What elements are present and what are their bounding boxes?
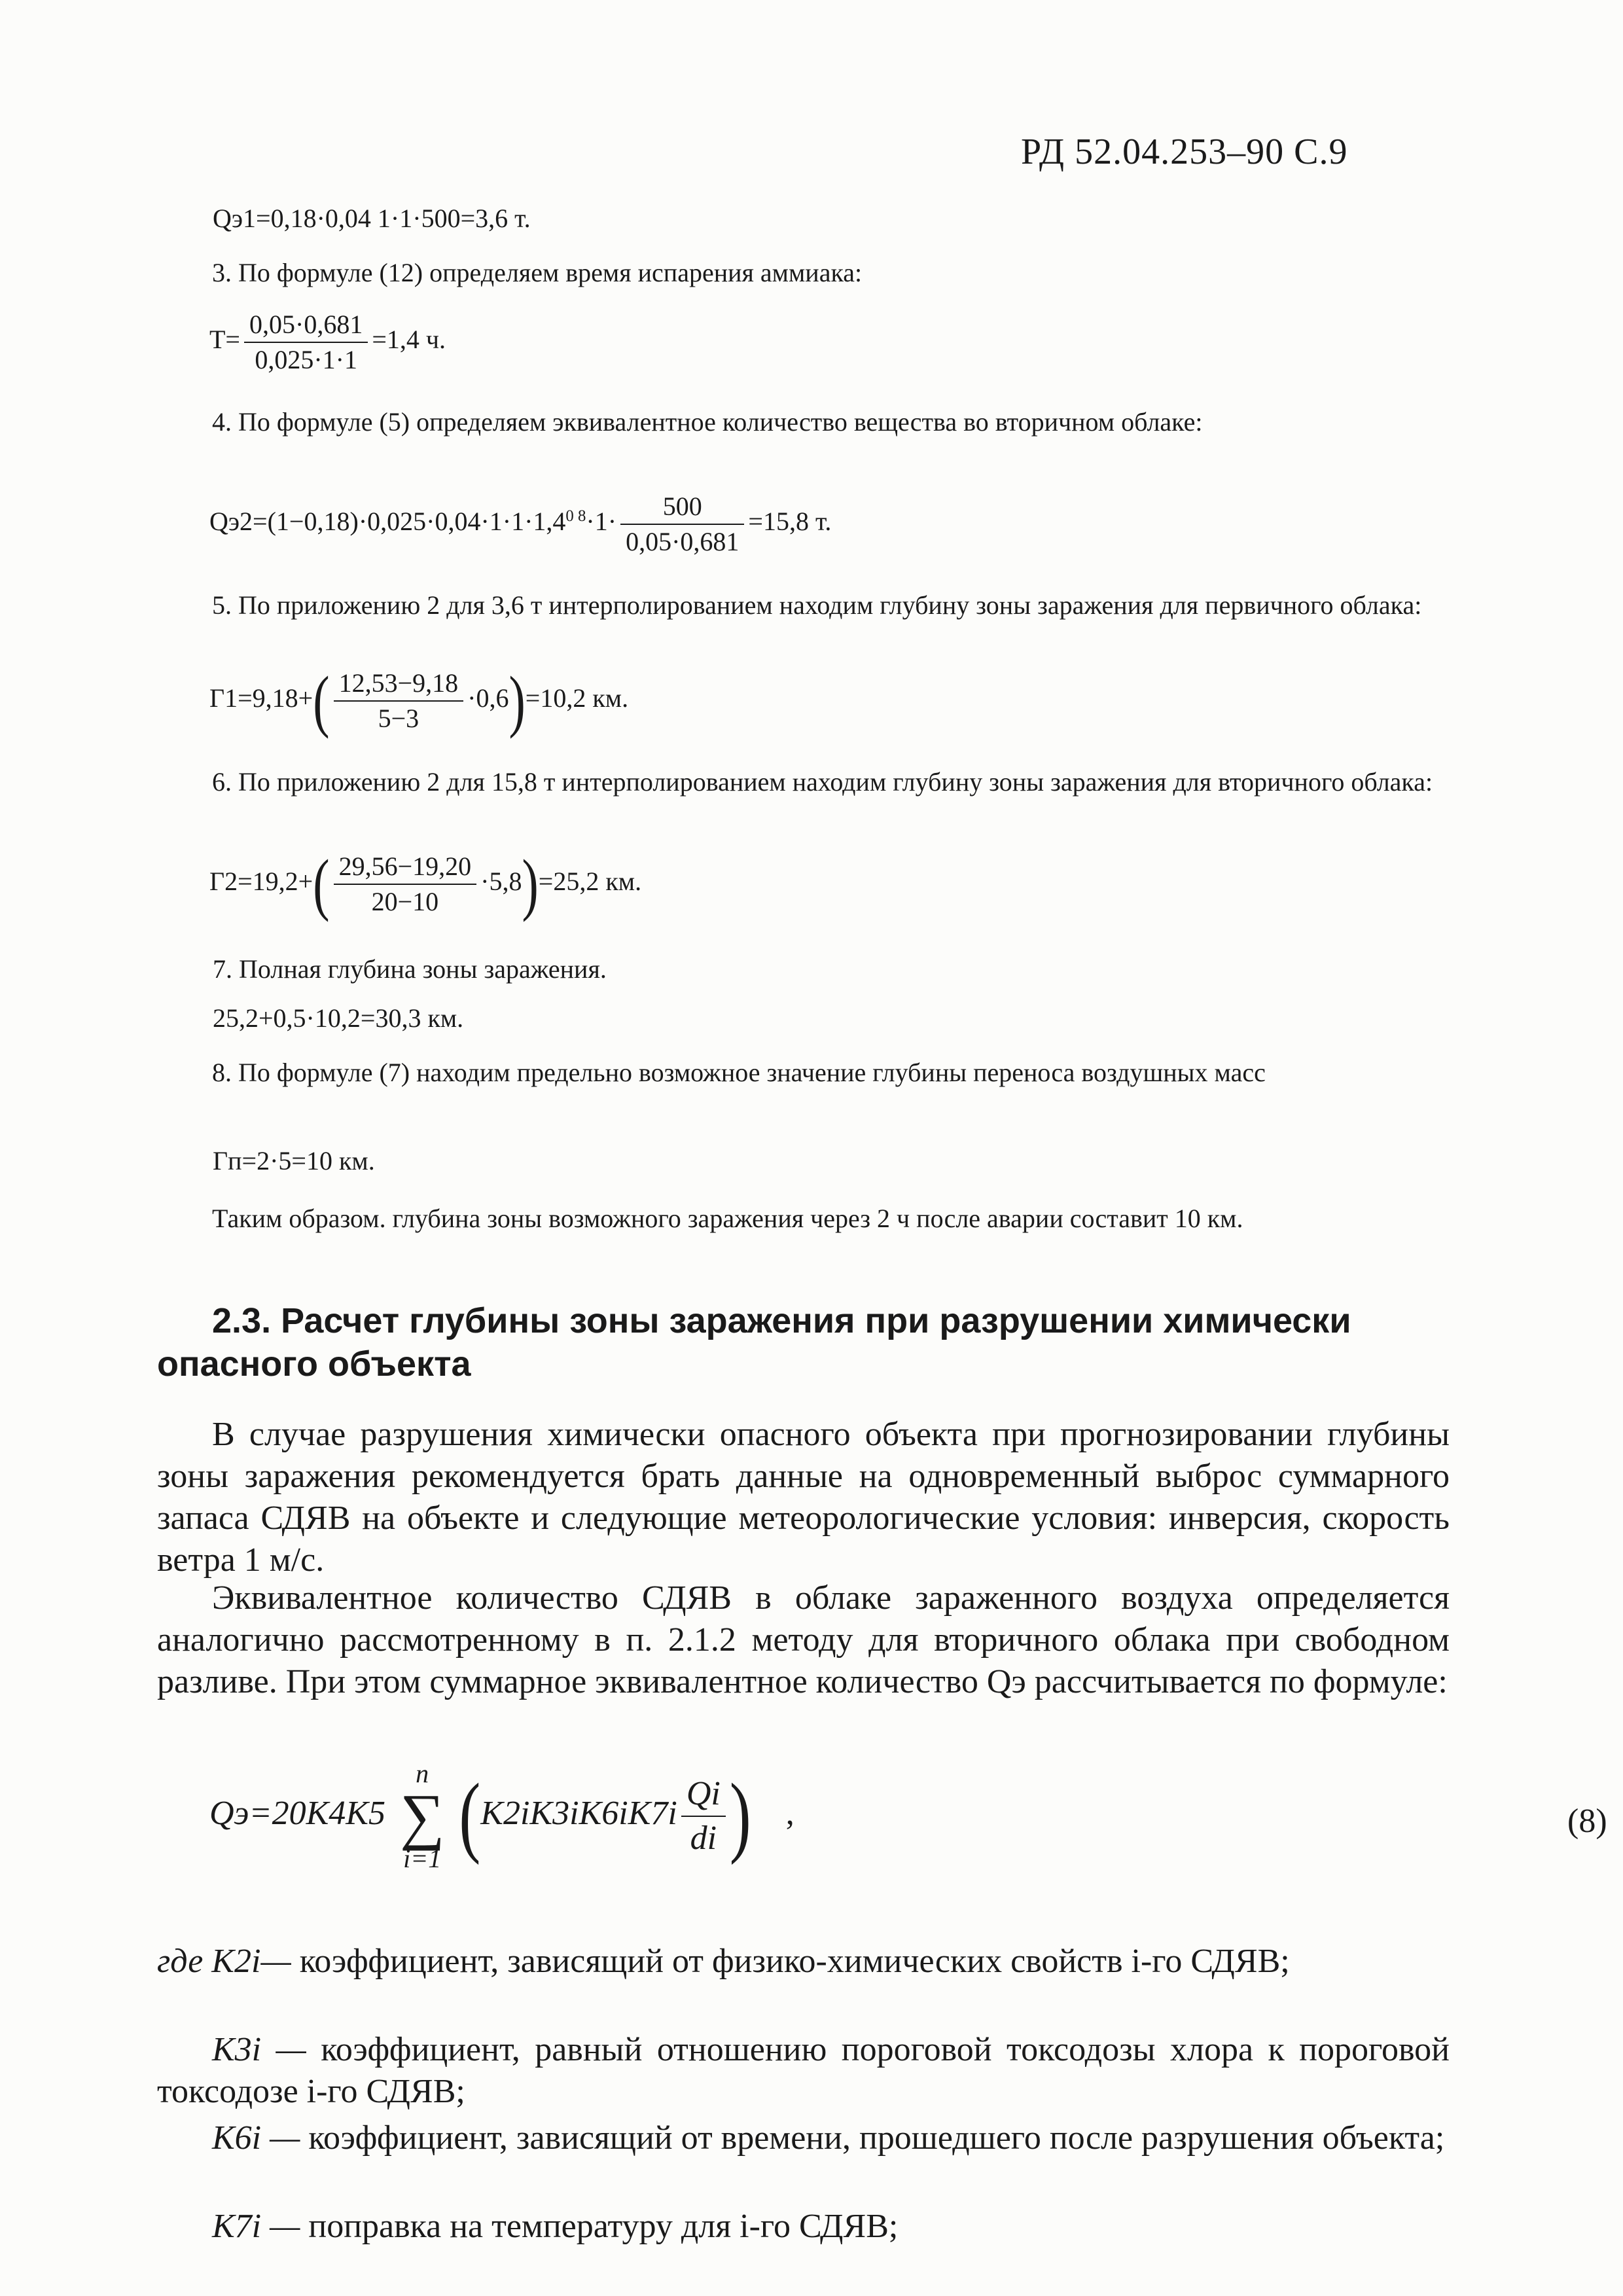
conclusion: Таким образом. глубина зоны возможного заражения через 2 ч после аварии составит 10 км. xyxy=(212,1204,1243,1233)
formula-qe1: Qэ1=0,18·0,04 1·1·500=3,6 т. xyxy=(213,204,531,233)
formula-8: Qэ=20K4K5n ∑ i=1 (K2iK3iK6iK7i $\frac{Qi}{di}$ ) , (8) xyxy=(209,1759,1607,1873)
step-6: 6. По приложению 2 для 15,8 т интерполированием находим глубину зоны заражения для вторичного облака: xyxy=(212,767,1433,797)
step-4: 4. По формуле (5) определяем эквивалентное количество вещества во вторичном облаке: xyxy=(212,407,1203,437)
page-header: РД 52.04.253–90 С.9 xyxy=(1021,132,1348,172)
step-8: 8. По формуле (7) находим предельно возможное значение глубины переноса воздушных масс xyxy=(212,1058,1266,1087)
section-title: 2.3. Расчет глубины зоны заражения при разрушении химически опасного объекта xyxy=(157,1301,1351,1384)
definition-k6: K6i — коэффициент, зависящий от времени, прошедшего после разрушения объекта; xyxy=(212,2119,1445,2157)
formula-g1: Г1=9,18+( $\frac{12,53-9,18}{5-3}$ ·0,6)=10,2 км. xyxy=(209,662,629,740)
fraction: $\frac{12,53-9,18}{5-3}$ xyxy=(334,666,464,736)
fraction: $\frac{500}{0,05\cdot 0,681}$ xyxy=(620,490,744,559)
formula-total: 25,2+0,5·10,2=30,3 км. xyxy=(213,1003,464,1033)
formula-t: T= $\frac{0,05\cdot 0,681}{0,025\cdot 1\cdot 1}$ =1,4 ч. xyxy=(209,308,446,377)
fraction: $\frac{0,05\cdot 0,681}{0,025\cdot 1\cdot 1}$ xyxy=(244,308,368,377)
formula-g2: Г2=19,2+( $\frac{29,56-19,20}{20-10}$ ·5,8)=25,2 км. xyxy=(209,846,642,923)
formula-gp: Гп=2·5=10 км. xyxy=(213,1146,375,1175)
equation-number: (8) xyxy=(1567,1803,1607,1840)
fraction: $\frac{29,56-19,20}{20-10}$ xyxy=(334,850,477,919)
step-7: 7. Полная глубина зоны заражения. xyxy=(213,954,607,984)
definition-k3: K3i — коэффициент, равный отношению пороговой токсодозы хлора к пороговой токсодозе i-го СДЯВ; xyxy=(157,2031,1450,2110)
step-3: 3. По формуле (12) определяем время испарения аммиака: xyxy=(212,258,863,287)
formula-qe2: $Qэ2=(1-0,18)\cdot 0,025\cdot 0,04\cdot 1\cdot 1\cdot 1,4^{0 8}\cdot 1\cdot$ $\frac{500}{0,05\cdot 0,681}$ =15,8 т. xyxy=(209,490,831,559)
fraction: $\frac{Qi}{di}$ xyxy=(681,1772,726,1860)
step-5: 5. По приложению 2 для 3,6 т интерполированием находим глубину зоны заражения для первичного облака: xyxy=(212,590,1422,620)
definition-k2: где K2i— коэффициент, зависящий от физико-химических свойств i-го СДЯВ; xyxy=(157,1943,1290,1980)
paragraph-2: Эквивалентное количество СДЯВ в облаке зараженного воздуха определяется аналогично рассмотренному в п. 2.1.2 методу для вторичного облака при свободном разливе. При этом суммарное эквивалентное количество Qэ рассчитывается по формуле: xyxy=(157,1579,1450,1700)
sum-symbol: n ∑ i=1 xyxy=(399,1759,445,1873)
paragraph-1: В случае разрушения химически опасного объекта при прогнозировании глубины зоны заражения рекомендуется брать данные на одновременный выброс суммарного запаса СДЯВ на объекте и следующие метеорологические условия: инверсия, скорость ветра 1 м/с. xyxy=(157,1416,1450,1579)
definition-k7: K7i — поправка на температуру для i-го СДЯВ; xyxy=(212,2208,899,2245)
